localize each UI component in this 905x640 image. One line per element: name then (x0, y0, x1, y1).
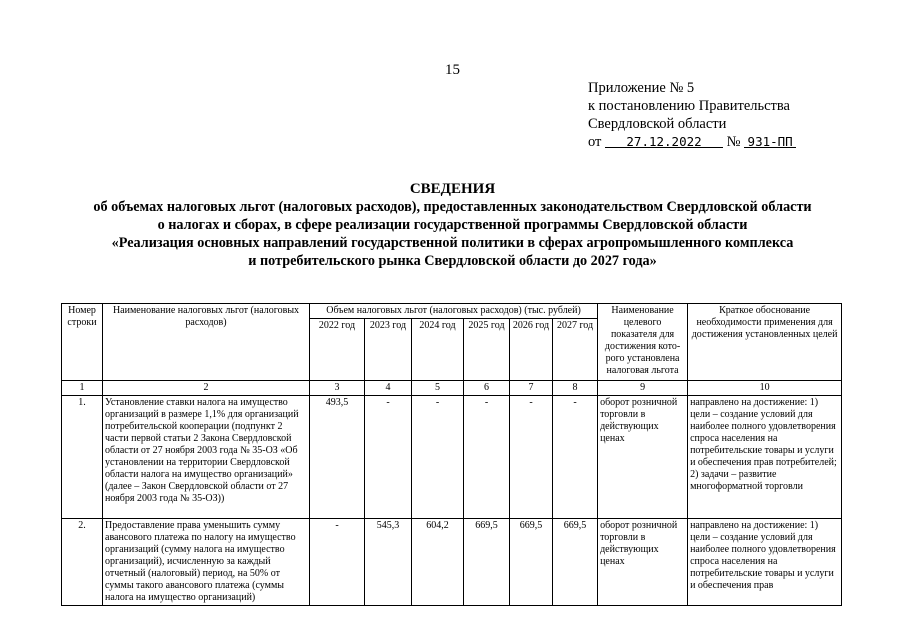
column-number: 5 (412, 381, 464, 396)
row-name: Предоставление права уменьшить сумму авансового платежа по налогу на имущество организаций (сумму налога на имущество организаций), исчисленную за каждый отчетный (налоговый) период, на 50% от суммы такого авансового платежа (суммы налога на имущество организаций) (103, 519, 310, 606)
heading-line-4: и потребительского рынка Свердловской области до 2027 года» (248, 253, 657, 269)
header-year: 2026 год (510, 319, 553, 381)
column-number: 6 (464, 381, 510, 396)
row-value: 545,3 (365, 519, 412, 606)
document-title: СВЕДЕНИЯ (409, 181, 496, 197)
heading-line-2: о налогах и сборах, в сфере реализации государственной программы Свердловской области (157, 217, 748, 233)
row-value: - (464, 396, 510, 519)
row-value: 669,5 (553, 519, 598, 606)
row-justification: направлено на достижение: 1) цели – создание условий для наиболее полного удовлетворения спроса населения на потребительские товары и услуги и обеспечения прав потребителей; 2) задачи – развитие многоформатной торговли (688, 396, 842, 519)
row-number: 2. (62, 519, 103, 606)
header-year: 2027 год (553, 319, 598, 381)
column-number: 8 (553, 381, 598, 396)
date-value: 27.12.2022 (626, 134, 702, 149)
row-value: 493,5 (310, 396, 365, 519)
row-value: - (553, 396, 598, 519)
header-justification: Краткое обоснование необходимости применения для достижения установленных целей (688, 304, 842, 381)
number-value: 931-ПП (747, 134, 793, 149)
row-justification: направлено на достижение: 1) цели – создание условий для наиболее полного удовлетворения спроса населения на потребительские товары и услуги и обеспечения прав (688, 519, 842, 606)
column-number: 3 (310, 381, 365, 396)
column-number-row (62, 381, 842, 396)
appendix-line-2: к постановлению Правительства (588, 98, 790, 114)
table-row (62, 396, 842, 519)
header-year: 2023 год (365, 319, 412, 381)
column-number: 9 (598, 381, 688, 396)
document-heading (40, 180, 865, 270)
number-field (744, 133, 796, 148)
tax-benefits-table (61, 303, 842, 606)
row-value: - (310, 519, 365, 606)
row-indicator: оборот розничной торговли в действующих ценах (598, 519, 688, 606)
heading-line-3: «Реализация основных направлений государственной политики в сферах агропромышленного комплекса (111, 235, 794, 251)
heading-line-1: об объемах налоговых льгот (налоговых расходов), предоставленных законодательством Свердловской области (93, 199, 812, 215)
table-row (62, 519, 842, 606)
row-indicator: оборот розничной торговли в действующих ценах (598, 396, 688, 519)
appendix-date-line (588, 133, 796, 151)
row-value: 669,5 (510, 519, 553, 606)
date-prefix: от (588, 134, 602, 150)
header-name: Наименование налоговых льгот (налоговых расходов) (103, 304, 310, 381)
appendix-line-1: Приложение № 5 (588, 80, 695, 96)
date-field (605, 133, 723, 148)
page-number: 15 (445, 62, 460, 78)
header-row-number: Номер строки (62, 304, 103, 381)
row-name: Установление ставки налога на имущество организаций в размере 1,1% для организаций потребительской кооперации (подпункт 2 части первой статьи 2 Закона Свердловской области от 27 ноября 2003 года № 35-ОЗ «Об установлении на территории Свердловской области налога на имущество организаций» (далее – Закон Свердловской области от 27 ноября 2003 года № 35-ОЗ)) (103, 396, 310, 519)
row-number: 1. (62, 396, 103, 519)
column-number: 2 (103, 381, 310, 396)
row-value: 669,5 (464, 519, 510, 606)
header-row-1 (62, 304, 842, 319)
row-value: 604,2 (412, 519, 464, 606)
header-year: 2025 год (464, 319, 510, 381)
header-year: 2022 год (310, 319, 365, 381)
row-value: - (365, 396, 412, 519)
column-number: 1 (62, 381, 103, 396)
row-value: - (510, 396, 553, 519)
column-number: 7 (510, 381, 553, 396)
header-year: 2024 год (412, 319, 464, 381)
header-volume: Объем налоговых льгот (налоговых расходов) (тыс. рублей) (310, 304, 598, 319)
number-prefix: № (726, 134, 741, 150)
row-value: - (412, 396, 464, 519)
column-number: 10 (688, 381, 842, 396)
appendix-line-3: Свердловской области (588, 116, 727, 132)
header-indicator: Наименование целевого показателя для достижения кото-рого установлена налоговая льгота (598, 304, 688, 381)
column-number: 4 (365, 381, 412, 396)
appendix-block (588, 79, 796, 151)
